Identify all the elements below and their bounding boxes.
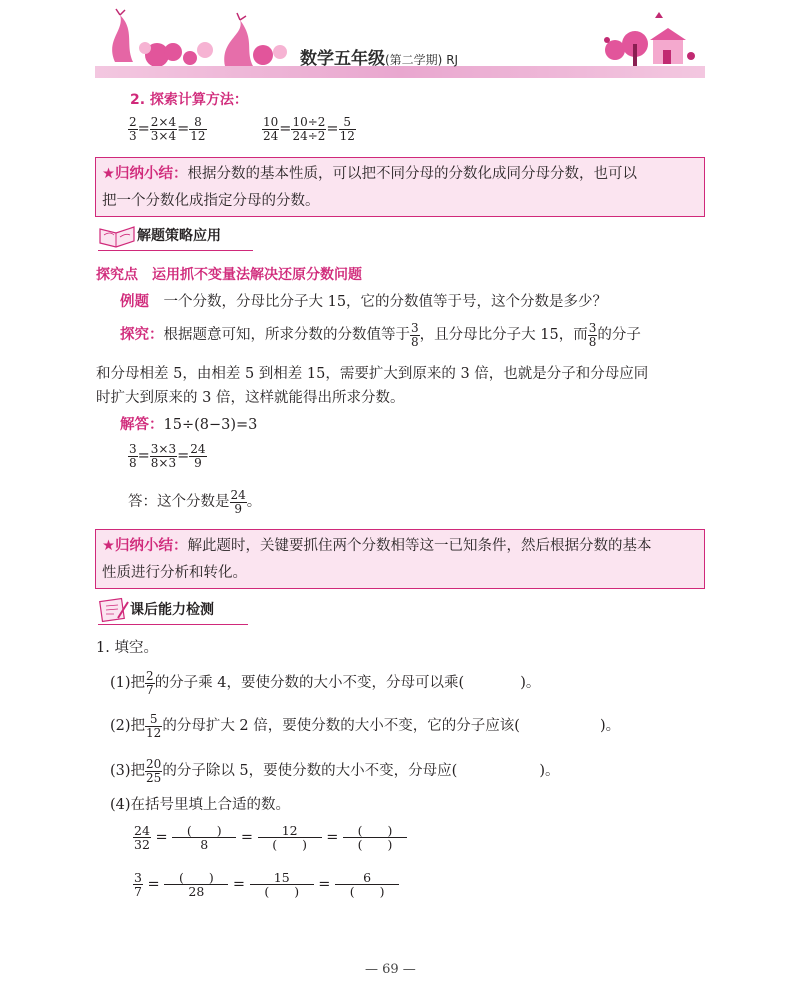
fill-blank[interactable]: $\frac{( )}{( )}$ [343, 824, 407, 851]
book-icon [98, 223, 138, 249]
fill-row-1: $\frac{24}{32}$ = $\frac{( )}{8}$ = $\frac{12}{( )}$ = $\frac{( )}{( )}$ [133, 824, 407, 851]
method-equation-2: $\frac{10}{24}$ = $\frac{10\div 2}{24\div 2}$ = $\frac{5}{12}$ [263, 115, 355, 143]
summary-label: ★归纳小结： [102, 166, 188, 182]
example: 例题 一个分数，分母比分子大 15，它的分数值等于号，这个分数是多少？ [120, 294, 608, 310]
question-3: (3)把 $\frac{20}{25}$ 的分子除以 5，要使分数的大小不变，分母应( )。 [110, 757, 560, 785]
question-2: (2)把 $\frac{5}{12}$ 的分母扩大 2 倍，要使分数的大小不变，它的分子应该( )。 [110, 712, 621, 740]
fill-blank[interactable]: $\frac{12}{( )}$ [258, 824, 322, 851]
answer-label: 解答： [120, 417, 164, 433]
explore-label: 探究： [120, 327, 164, 344]
summary-text-line2: 把一个分数化成指定分母的分数。 [102, 193, 320, 209]
question-1: (1)把 $\frac{2}{7}$ 的分子乘 4，要使分数的大小不变，分母可以乘( )。 [110, 669, 541, 697]
explore-line-3: 时扩大到原来的 3 倍，这样就能得出所求分数。 [96, 390, 405, 406]
fill-blank[interactable]: $\frac{15}{( )}$ [250, 871, 314, 898]
answer-equation: $\frac{3}{8}$ = $\frac{3\times 3}{8\times 3}$ = $\frac{24}{9}$ [129, 442, 206, 470]
fill-blank[interactable]: $\frac{( )}{28}$ [164, 871, 228, 898]
answer-final: 答：这个分数是 $\frac{24}{9}$ 。 [128, 488, 262, 516]
fill-blank[interactable]: $\frac{( )}{8}$ [172, 824, 236, 851]
header-title: 数学五年级(第二学期) RJ [300, 49, 459, 69]
page-number: — 69 — [365, 962, 416, 977]
summary-label-2: ★归纳小结： [102, 538, 188, 554]
fill-row-2: $\frac{3}{7}$ = $\frac{( )}{28}$ = $\frac{15}{( )}$ = $\frac{6}{( )}$ [133, 871, 399, 898]
method-equation-1: $\frac{2}{3}$ = $\frac{2\times 4}{3\times 4}$ = $\frac{8}{12}$ [129, 115, 206, 143]
question-4: (4)在括号里填上合适的数。 [110, 797, 291, 813]
summary-text: 根据分数的基本性质，可以把不同分母的分数化成同分母分数，也可以 [187, 166, 637, 182]
explore-line-2: 和分母相差 5，由相差 5 到相差 15，需要扩大到原来的 3 倍，也就是分子和分母应同 [96, 366, 649, 382]
answer-calc: 解答：15÷(8−3)=3 [120, 417, 258, 433]
summary-box-1 [95, 157, 705, 217]
example-label: 例题 [120, 294, 149, 310]
exercise-heading: 1. 填空。 [96, 640, 158, 656]
method-heading: 2. 探索计算方法： [130, 92, 248, 108]
ability-title: 课后能力检测 [130, 602, 214, 618]
explore-line-1: 探究：根据题意可知，所求分数的分数值等于 $\frac{3}{8}$ ，且分母比分子大 15，而 $\frac{3}{8}$ 的分子 [120, 321, 641, 349]
summary-text-2-line2: 性质进行分析和转化。 [102, 565, 247, 581]
explore-point-title: 探究点 运用抓不变量法解决还原分数问题 [96, 267, 362, 283]
summary-text-2: 解此题时，关键要抓住两个分数相等这一已知条件，然后根据分数的基本 [187, 538, 652, 554]
ability-underline [98, 624, 248, 625]
strategy-underline [98, 250, 253, 251]
pencil-note-icon [98, 596, 130, 624]
summary-box-2 [95, 529, 705, 589]
fill-blank[interactable]: $\frac{6}{( )}$ [335, 871, 399, 898]
strategy-title: 解题策略应用 [137, 228, 221, 244]
